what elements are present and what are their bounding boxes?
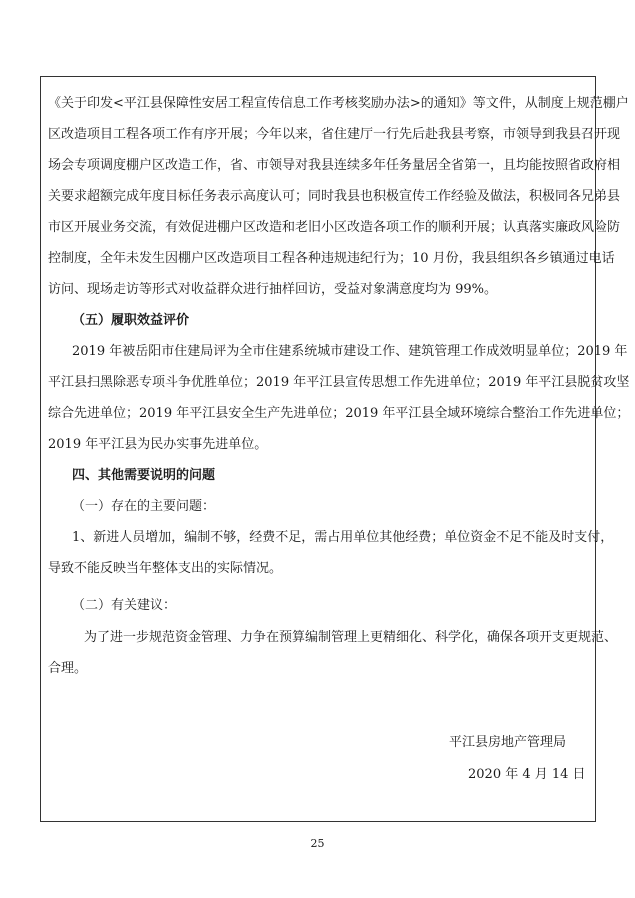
paragraph-line: 为了进一步规范资金管理、力争在预算编制管理上更精细化、科学化，确保各项开支更规范、 xyxy=(84,630,618,645)
section-heading: （五）履职效益评价 xyxy=(72,313,190,328)
paragraph-line: 场会专项调度棚户区改造工作，省、市领导对我县连续多年任务量居全省第一，且均能按照省政府相 xyxy=(48,158,621,173)
subsection-heading: （一）存在的主要问题： xyxy=(72,499,216,514)
paragraph-line: 控制度，全年未发生因棚户区改造项目工程各种违规违纪行为；10 月份，我县组织各乡镇通过电话 xyxy=(48,251,615,266)
paragraph-line: 区改造项目工程各项工作有序开展；今年以来，省住建厅一行先后赴我县考察，市领导到我县召开现 xyxy=(48,127,621,142)
paragraph-line: 2019 年平江县为民办实事先进单位。 xyxy=(48,437,268,452)
paragraph-line: 综合先进单位；2019 年平江县安全生产先进单位；2019 年平江县全域环境综合整治工作先进单位； xyxy=(48,406,630,421)
page-number: 25 xyxy=(310,837,325,850)
section-heading: 四、其他需要说明的问题 xyxy=(72,468,216,483)
paragraph-line: 合理。 xyxy=(48,661,88,676)
paragraph-line: 1、新进人员增加，编制不够，经费不足，需占用单位其他经费；单位资金不足不能及时支付， xyxy=(72,530,614,545)
signature-organization: 平江县房地产管理局 xyxy=(449,735,567,750)
paragraph-line: 访问、现场走访等形式对收益群众进行抽样回访，受益对象满意度均为 99%。 xyxy=(48,282,498,297)
paragraph-line: 《关于印发<平江县保障性安居工程宣传信息工作考核奖励办法>的通知》等文件，从制度上规范棚户 xyxy=(48,96,629,111)
signature-date: 2020 年 4 月 14 日 xyxy=(468,767,586,782)
paragraph-line: 平江县扫黑除恶专项斗争优胜单位；2019 年平江县宣传思想工作先进单位；2019 年平江县脱贫攻坚 xyxy=(48,375,630,390)
paragraph-line: 市区开展业务交流，有效促进棚户区改造和老旧小区改造各项工作的顺利开展；认真落实廉政风险防 xyxy=(48,220,621,235)
subsection-heading: （二）有关建议： xyxy=(72,598,177,613)
paragraph-line: 2019 年被岳阳市住建局评为全市住建系统城市建设工作、建筑管理工作成效明显单位；2019 年 xyxy=(72,344,628,359)
paragraph-line: 导致不能反映当年整体支出的实际情况。 xyxy=(48,561,283,576)
paragraph-line: 关要求超额完成年度目标任务表示高度认可；同时我县也积极宣传工作经验及做法，积极同各兄弟县 xyxy=(48,189,621,204)
